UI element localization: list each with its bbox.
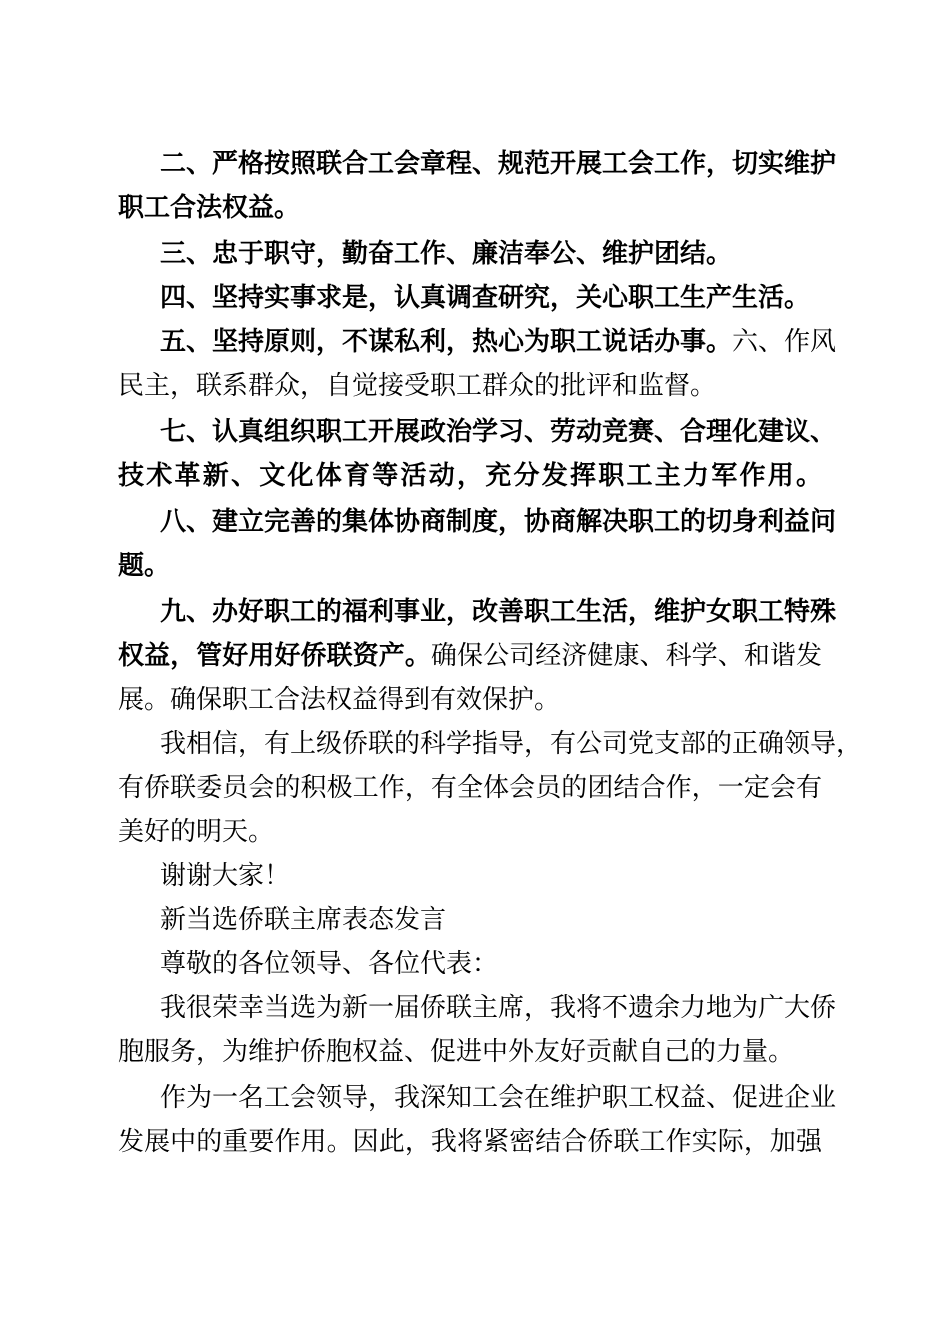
text-line [160,724,863,764]
text-regular: 发展中的重要作用。因此，我将紧密结合侨联工作实际，加强 [118,1127,822,1157]
text-regular: 确保公司经济健康、科学、和谐发 [430,641,822,671]
text-regular: 六、作风 [732,327,837,357]
text-bold: 二、严格按照联合工会章程、规范开展工会工作，切实维护 [160,149,837,179]
text-regular: 有侨联委员会的积极工作，有全体会员的团结合作，一定会有 [118,773,822,803]
text-line [118,680,950,720]
text-line [118,812,950,852]
text-line [160,322,837,362]
text-line [160,234,950,274]
text-line [118,456,822,496]
text-line [160,856,950,896]
text-line [160,944,950,984]
text-regular: 我相信，有上级侨联的科学指导，有公司党支部的正确领导， [160,729,863,759]
text-line [118,546,950,586]
text-line [118,1122,822,1162]
text-regular: 美好的明天。 [118,817,275,847]
text-line [160,412,837,452]
text-line [118,636,822,676]
text-regular: 作为一名工会领导，我深知工会在维护职工权益、促进企业 [160,1083,837,1113]
text-line [118,188,950,228]
text-bold: 九、办好职工的福利事业，改善职工生活，维护女职工特殊 [160,597,837,627]
text-line [160,988,837,1028]
text-regular: 展。确保职工合法权益得到有效保护。 [118,685,561,715]
text-bold: 五、坚持原则，不谋私利，热心为职工说话办事。 [160,327,733,357]
text-line [118,768,822,808]
text-bold: 题。 [118,551,171,581]
text-regular: 谢谢大家！ [160,861,291,891]
text-line [160,502,837,542]
text-line [118,366,950,406]
text-line [160,900,950,940]
text-bold: 职工合法权益。 [118,193,301,223]
text-line [160,1078,837,1118]
text-regular: 胞服务，为维护侨胞权益、促进中外友好贡献自己的力量。 [118,1037,795,1067]
text-line [118,1032,950,1072]
text-line [160,592,837,632]
text-regular: 我很荣幸当选为新一届侨联主席，我将不遗余力地为广大侨 [160,993,837,1023]
text-bold: 三、忠于职守，勤奋工作、廉洁奉公、维护团结。 [160,239,733,269]
text-bold: 七、认真组织职工开展政治学习、劳动竞赛、合理化建议、 [160,417,837,447]
text-regular: 新当选侨联主席表态发言 [160,905,447,935]
text-bold: 权益，管好用好侨联资产。 [118,641,431,671]
text-bold: 八、建立完善的集体协商制度，协商解决职工的切身利益问 [160,507,837,537]
text-bold: 四、坚持实事求是，认真调查研究，关心职工生产生活。 [160,283,811,313]
text-bold: 技术革新、文化体育等活动，充分发挥职工主力军作用。 [118,461,822,491]
text-regular: 尊敬的各位领导、各位代表： [160,949,499,979]
text-regular: 民主，联系群众，自觉接受职工群众的批评和监督。 [118,371,717,401]
text-line [160,278,950,318]
text-line [160,144,837,184]
